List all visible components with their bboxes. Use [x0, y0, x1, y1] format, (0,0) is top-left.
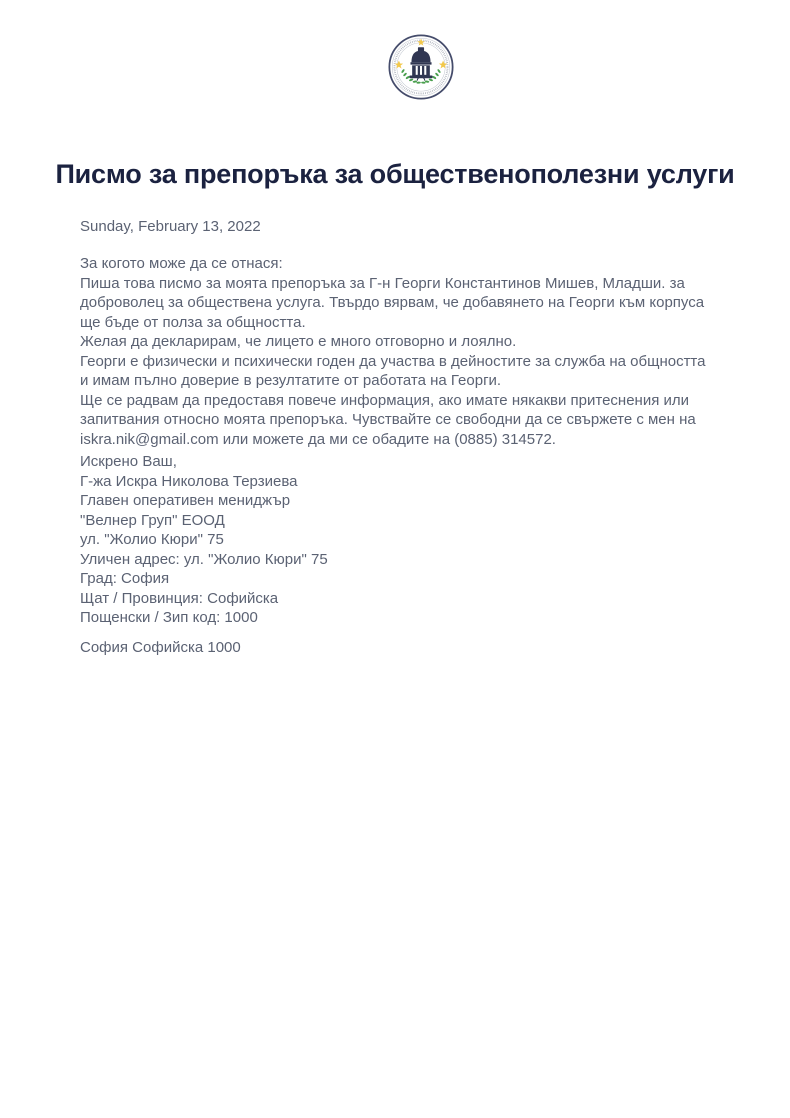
text-line: Пощенски / Зип код: 1000 — [80, 609, 258, 626]
letter-date: Sunday, February 13, 2022 — [80, 218, 261, 235]
city-region-zip-line: София Софийска 1000 — [80, 639, 241, 656]
text-line: Ще се радвам да предоставя повече информация, ако имате някакви притеснения или — [80, 391, 690, 409]
text-line: Желая да декларирам, че лицето е много отговорно и лоялно. — [80, 333, 517, 350]
text-line: ул. "Жолио Кюри" 75 — [80, 531, 224, 548]
text-line: Искрено Ваш, — [80, 453, 177, 470]
text-line: Георги е физически и психически годен да участва в дейностите за служба на общността — [80, 352, 706, 370]
text-line: "Велнер Груп" ЕООД — [80, 511, 225, 529]
column-gaps — [416, 66, 427, 75]
text-line: Г-жа Искра Николова Терзиева — [80, 472, 298, 490]
text-line: Щат / Провинция: Софийска — [80, 589, 279, 607]
text-line: Уличен адрес: ул. "Жолио Кюри" 75 — [80, 550, 328, 568]
letter-body — [80, 254, 705, 449]
text-line: запитвания относно моята препоръка. Чувствайте се свободни да се свържете с мен на — [80, 411, 696, 428]
text-line: За когото може да се отнася: — [80, 255, 283, 272]
text-line: Пиша това писмо за моята препоръка за Г-н Георги Константинов Мишев, Младши. за — [80, 274, 685, 292]
text-line: Град: София — [80, 570, 170, 587]
text-line: ще бъде от полза за общността. — [80, 313, 306, 331]
organization-seal-logo — [387, 33, 455, 101]
letter-title: Писмо за препоръка за общественополезни услуги — [55, 159, 735, 189]
text-line: Главен оперативен мениджър — [80, 492, 291, 509]
text-line: и имам пълно доверие в резултатите от работата на Георги. — [80, 372, 502, 389]
text-line: iskra.nik@gmail.com или можете да ми се обадите на (0885) 314572. — [80, 430, 556, 448]
signature-block — [80, 452, 328, 628]
text-line: доброволец за обществена услуга. Твърдо вярвам, че добавянето на Георги към корпуса — [80, 294, 705, 311]
capitol-dome-seal-icon — [387, 33, 455, 101]
